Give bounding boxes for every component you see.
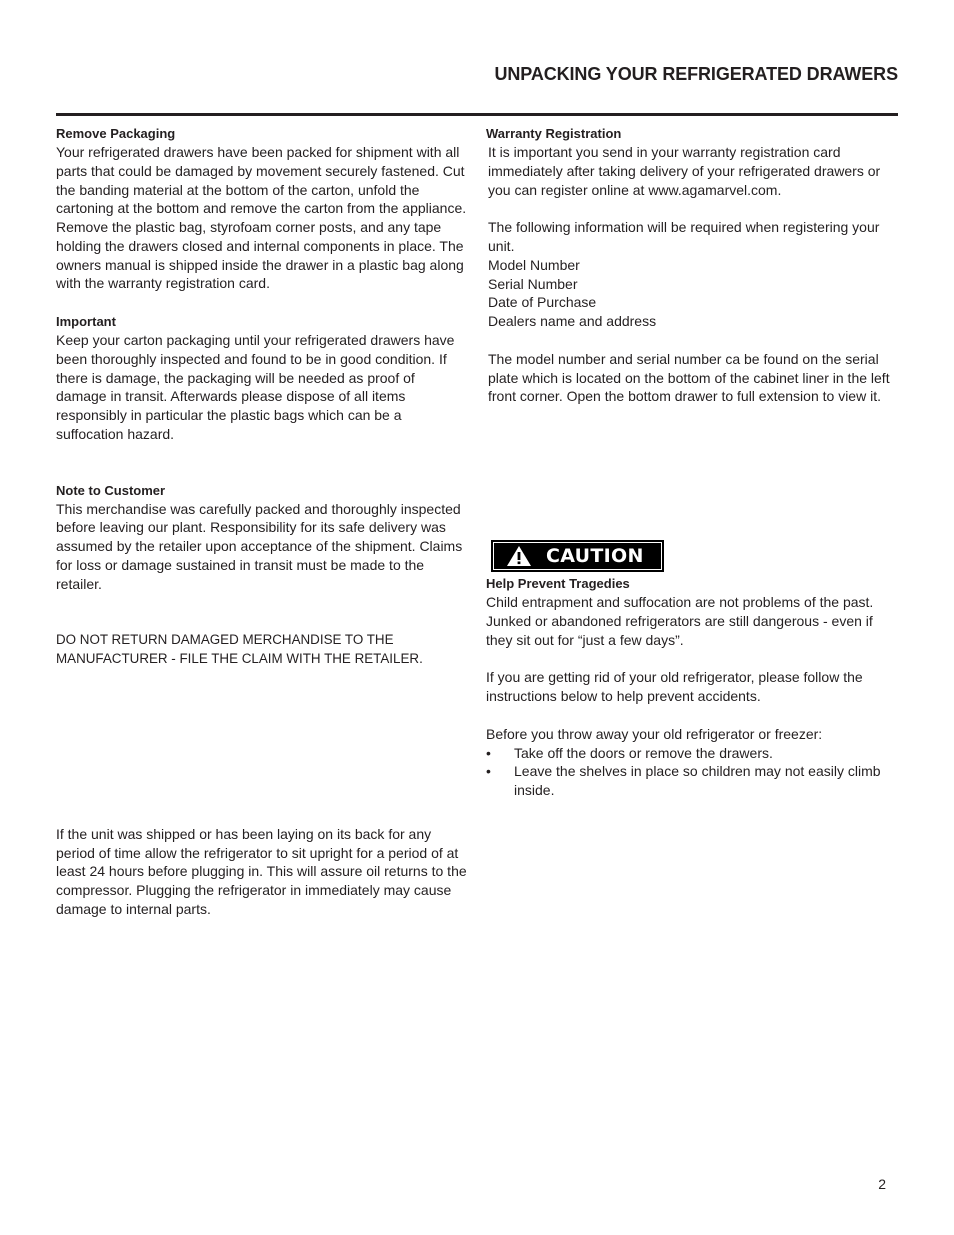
bullet-text: Leave the shelves in place so children may not easily climb inside. bbox=[514, 763, 881, 798]
important-heading: Important bbox=[56, 314, 116, 329]
list-item bbox=[486, 744, 900, 763]
caution-text: CAUTION bbox=[546, 545, 644, 567]
required-item: Date of Purchase bbox=[488, 294, 597, 311]
shipped-on-back-note: If the unit was shipped or has been laying on its back for any period of time allow the refrigerator to sit upright for a period of at least 24 hours before plugging in. This will assure oil returns to the compressor. Plugging the refrigerator in immediately may cause damage to internal parts. bbox=[56, 825, 467, 917]
page-title: UNPACKING YOUR REFRIGERATED DRAWERS bbox=[494, 64, 898, 84]
do-not-return-notice: DO NOT RETURN DAMAGED MERCHANDISE TO THE MANUFACTURER - FILE THE CLAIM WITH THE RETAILER. bbox=[56, 632, 423, 666]
note-to-customer-text: This merchandise was carefully packed and thoroughly inspected before leaving our plant. Responsibility for its safe delivery was assumed by the retailer upon acceptance of the shipment. Claims for loss or damage sustained in transit must be made to the retailer. bbox=[56, 500, 463, 592]
warranty-required-intro: The following information will be required when registering your unit. bbox=[488, 219, 880, 254]
required-item: Dealers name and address bbox=[488, 313, 657, 329]
before-throw-text: Before you throw away your old refrigerator or freezer: bbox=[486, 725, 823, 742]
bullet-text: Take off the doors or remove the drawers. bbox=[514, 744, 773, 761]
remove-packaging-text: Your refrigerated drawers have been packed for shipment with all parts that could be damaged by movement securely fastened. Cut the banding material at the bottom of the carton, unfold the cartoning at the bottom and remove the carton from the appliance. Remove the plastic bag, styrofoam corner posts, and any tape holding the drawers closed and internal components in place. The owners manual is shipped inside the drawer in a plastic bag along with the warranty registration card. bbox=[56, 144, 467, 292]
required-item: Serial Number bbox=[488, 275, 578, 292]
bullet-icon: • bbox=[486, 744, 491, 761]
getting-rid-text: If you are getting rid of your old refrigerator, please follow the instructions below to help prevent accidents. bbox=[486, 669, 863, 704]
help-prevent-tragedies-heading: Help Prevent Tragedies bbox=[486, 576, 630, 591]
bullet-icon: • bbox=[486, 763, 491, 780]
right-column bbox=[486, 124, 900, 800]
page-number: 2 bbox=[878, 1176, 886, 1192]
safety-bullet-list bbox=[486, 744, 900, 800]
required-item: Model Number bbox=[488, 256, 580, 273]
left-column bbox=[56, 124, 468, 919]
warning-triangle-icon bbox=[506, 545, 532, 567]
warranty-registration-heading: Warranty Registration bbox=[486, 126, 622, 141]
header-divider bbox=[56, 113, 898, 116]
serial-location-text: The model number and serial number ca be found on the serial plate which is located on the bottom of the cabinet liner in the left front corner. Open the bottom drawer to full extension to view it. bbox=[488, 350, 890, 405]
caution-label bbox=[491, 540, 664, 572]
tragedies-text: Child entrapment and suffocation are not problems of the past. Junked or abandoned refrigerators are still dangerous - even if they sit out for “just a few days”. bbox=[486, 594, 874, 648]
note-to-customer-heading: Note to Customer bbox=[56, 482, 166, 498]
required-info-list bbox=[486, 256, 900, 331]
important-text: Keep your carton packaging until your refrigerated drawers have been thoroughly inspected and found to be in good condition. If there is damage, the packaging will be needed as proof of damage in transit. Afterwards please dispose of all items responsibly in particular the plastic bags which can be a suffocation hazard. bbox=[56, 332, 455, 442]
list-item bbox=[486, 762, 900, 800]
warranty-intro: It is important you send in your warranty registration card immediately after taking delivery of your refrigerated drawers or you can register online at www.agamarvel.com. bbox=[488, 144, 881, 198]
remove-packaging-heading: Remove Packaging bbox=[56, 126, 176, 141]
